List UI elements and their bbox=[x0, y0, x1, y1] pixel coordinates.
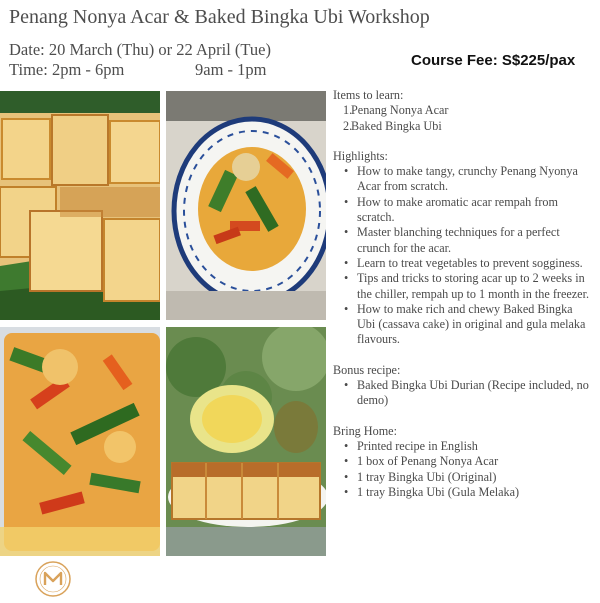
items-heading: Items to learn: bbox=[333, 88, 404, 102]
items-list bbox=[333, 103, 593, 134]
time-primary: Time: 2pm - 6pm bbox=[9, 60, 125, 79]
list-item: • 1 tray Bingka Ubi (Gula Melaka) bbox=[333, 485, 593, 500]
bring-home-heading: Bring Home: bbox=[333, 423, 397, 438]
workshop-time bbox=[9, 60, 267, 80]
bonus-list bbox=[333, 378, 593, 409]
time-alternate: 9am - 1pm bbox=[195, 60, 267, 79]
acar-closeup-photo bbox=[0, 327, 160, 556]
list-item: • Baked Bingka Ubi Durian (Recipe included, no demo) bbox=[333, 378, 593, 409]
list-item: 1. Penang Nonya Acar bbox=[343, 103, 449, 118]
list-item: 2. Baked Bingka Ubi bbox=[343, 118, 442, 133]
brand-logo bbox=[34, 560, 72, 598]
bingka-ubi-photo bbox=[0, 91, 160, 320]
course-details bbox=[333, 88, 593, 500]
highlights-heading: Highlights: bbox=[333, 148, 388, 163]
list-item: • Printed recipe in English bbox=[333, 439, 593, 454]
list-item: • 1 box of Penang Nonya Acar bbox=[333, 454, 593, 469]
page-title: Penang Nonya Acar & Baked Bingka Ubi Workshop bbox=[9, 6, 430, 28]
highlights-list bbox=[333, 164, 593, 348]
bring-home-list bbox=[333, 439, 593, 500]
list-item: • Tips and tricks to storing acar up to 2 weeks in the chiller, rempah up to 1 month in the freezer. bbox=[333, 271, 593, 302]
list-item: • Learn to treat vegetables to prevent sogginess. bbox=[333, 256, 593, 271]
list-item: • Master blanching techniques for a perfect crunch for the acar. bbox=[333, 225, 593, 256]
bonus-heading: Bonus recipe: bbox=[333, 362, 401, 377]
list-item: • How to make rich and chewy Baked Bingka Ubi (cassava cake) in original and gula melaka flavours. bbox=[333, 302, 593, 348]
list-item: • How to make aromatic acar rempah from scratch. bbox=[333, 195, 593, 226]
durian-bingka-photo bbox=[166, 327, 326, 556]
acar-bowl-photo bbox=[166, 91, 326, 320]
course-fee: Course Fee: S$225/pax bbox=[411, 52, 576, 69]
list-item: • 1 tray Bingka Ubi (Original) bbox=[333, 470, 593, 485]
list-item: • How to make tangy, crunchy Penang Nyonya Acar from scratch. bbox=[333, 164, 593, 195]
workshop-date: Date: 20 March (Thu) or 22 April (Tue) bbox=[9, 40, 271, 59]
